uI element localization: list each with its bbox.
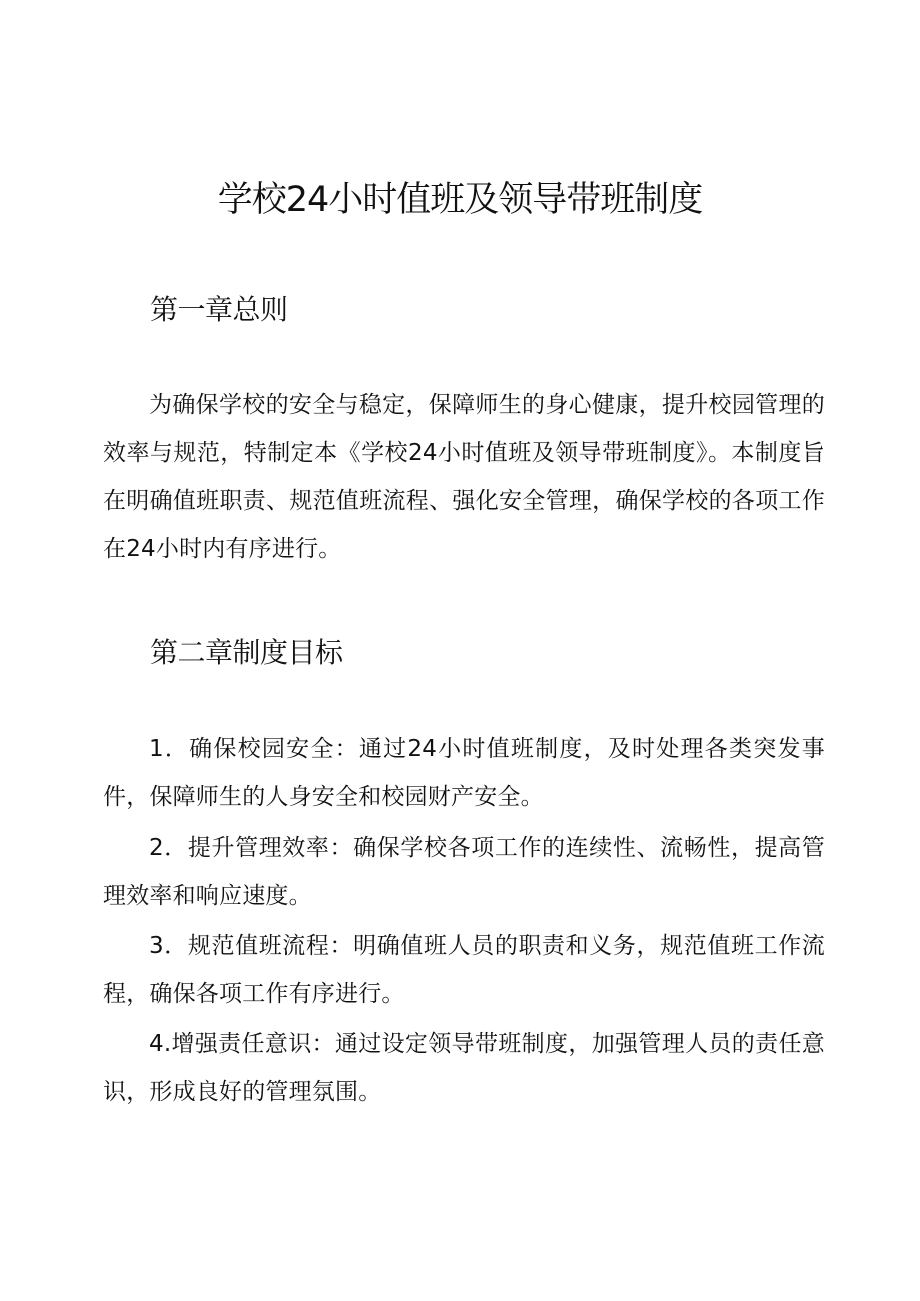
chapter-1-paragraph: 为确保学校的安全与稳定，保障师生的身心健康，提升校园管理的效率与规范，特制定本《学校24小时值班及领导带班制度》。本制度旨在明确值班职责、规范值班流程、强化安全管理，确保学校的各项工作在24小时内有序进行。: [103, 392, 825, 562]
goal-item-3: 3．规范值班流程：明确值班人员的职责和义务，规范值班工作流程，确保各项工作有序进行。: [103, 933, 825, 1007]
goal-item-1: 1．确保校园安全：通过24小时值班制度，及时处理各类突发事件，保障师生的人身安全和校园财产安全。: [103, 736, 825, 810]
goal-item-2: 2．提升管理效率：确保学校各项工作的连续性、流畅性，提高管理效率和响应速度。: [103, 835, 825, 909]
chapter-2-heading: 第二章制度目标: [150, 636, 343, 669]
goal-item-4: 4.增强责任意识：通过设定领导带班制度，加强管理人员的责任意识，形成良好的管理氛围。: [103, 1031, 825, 1105]
document-title: 学校24小时值班及领导带班制度: [217, 180, 703, 220]
chapter-1-heading: 第一章总则: [150, 293, 288, 326]
